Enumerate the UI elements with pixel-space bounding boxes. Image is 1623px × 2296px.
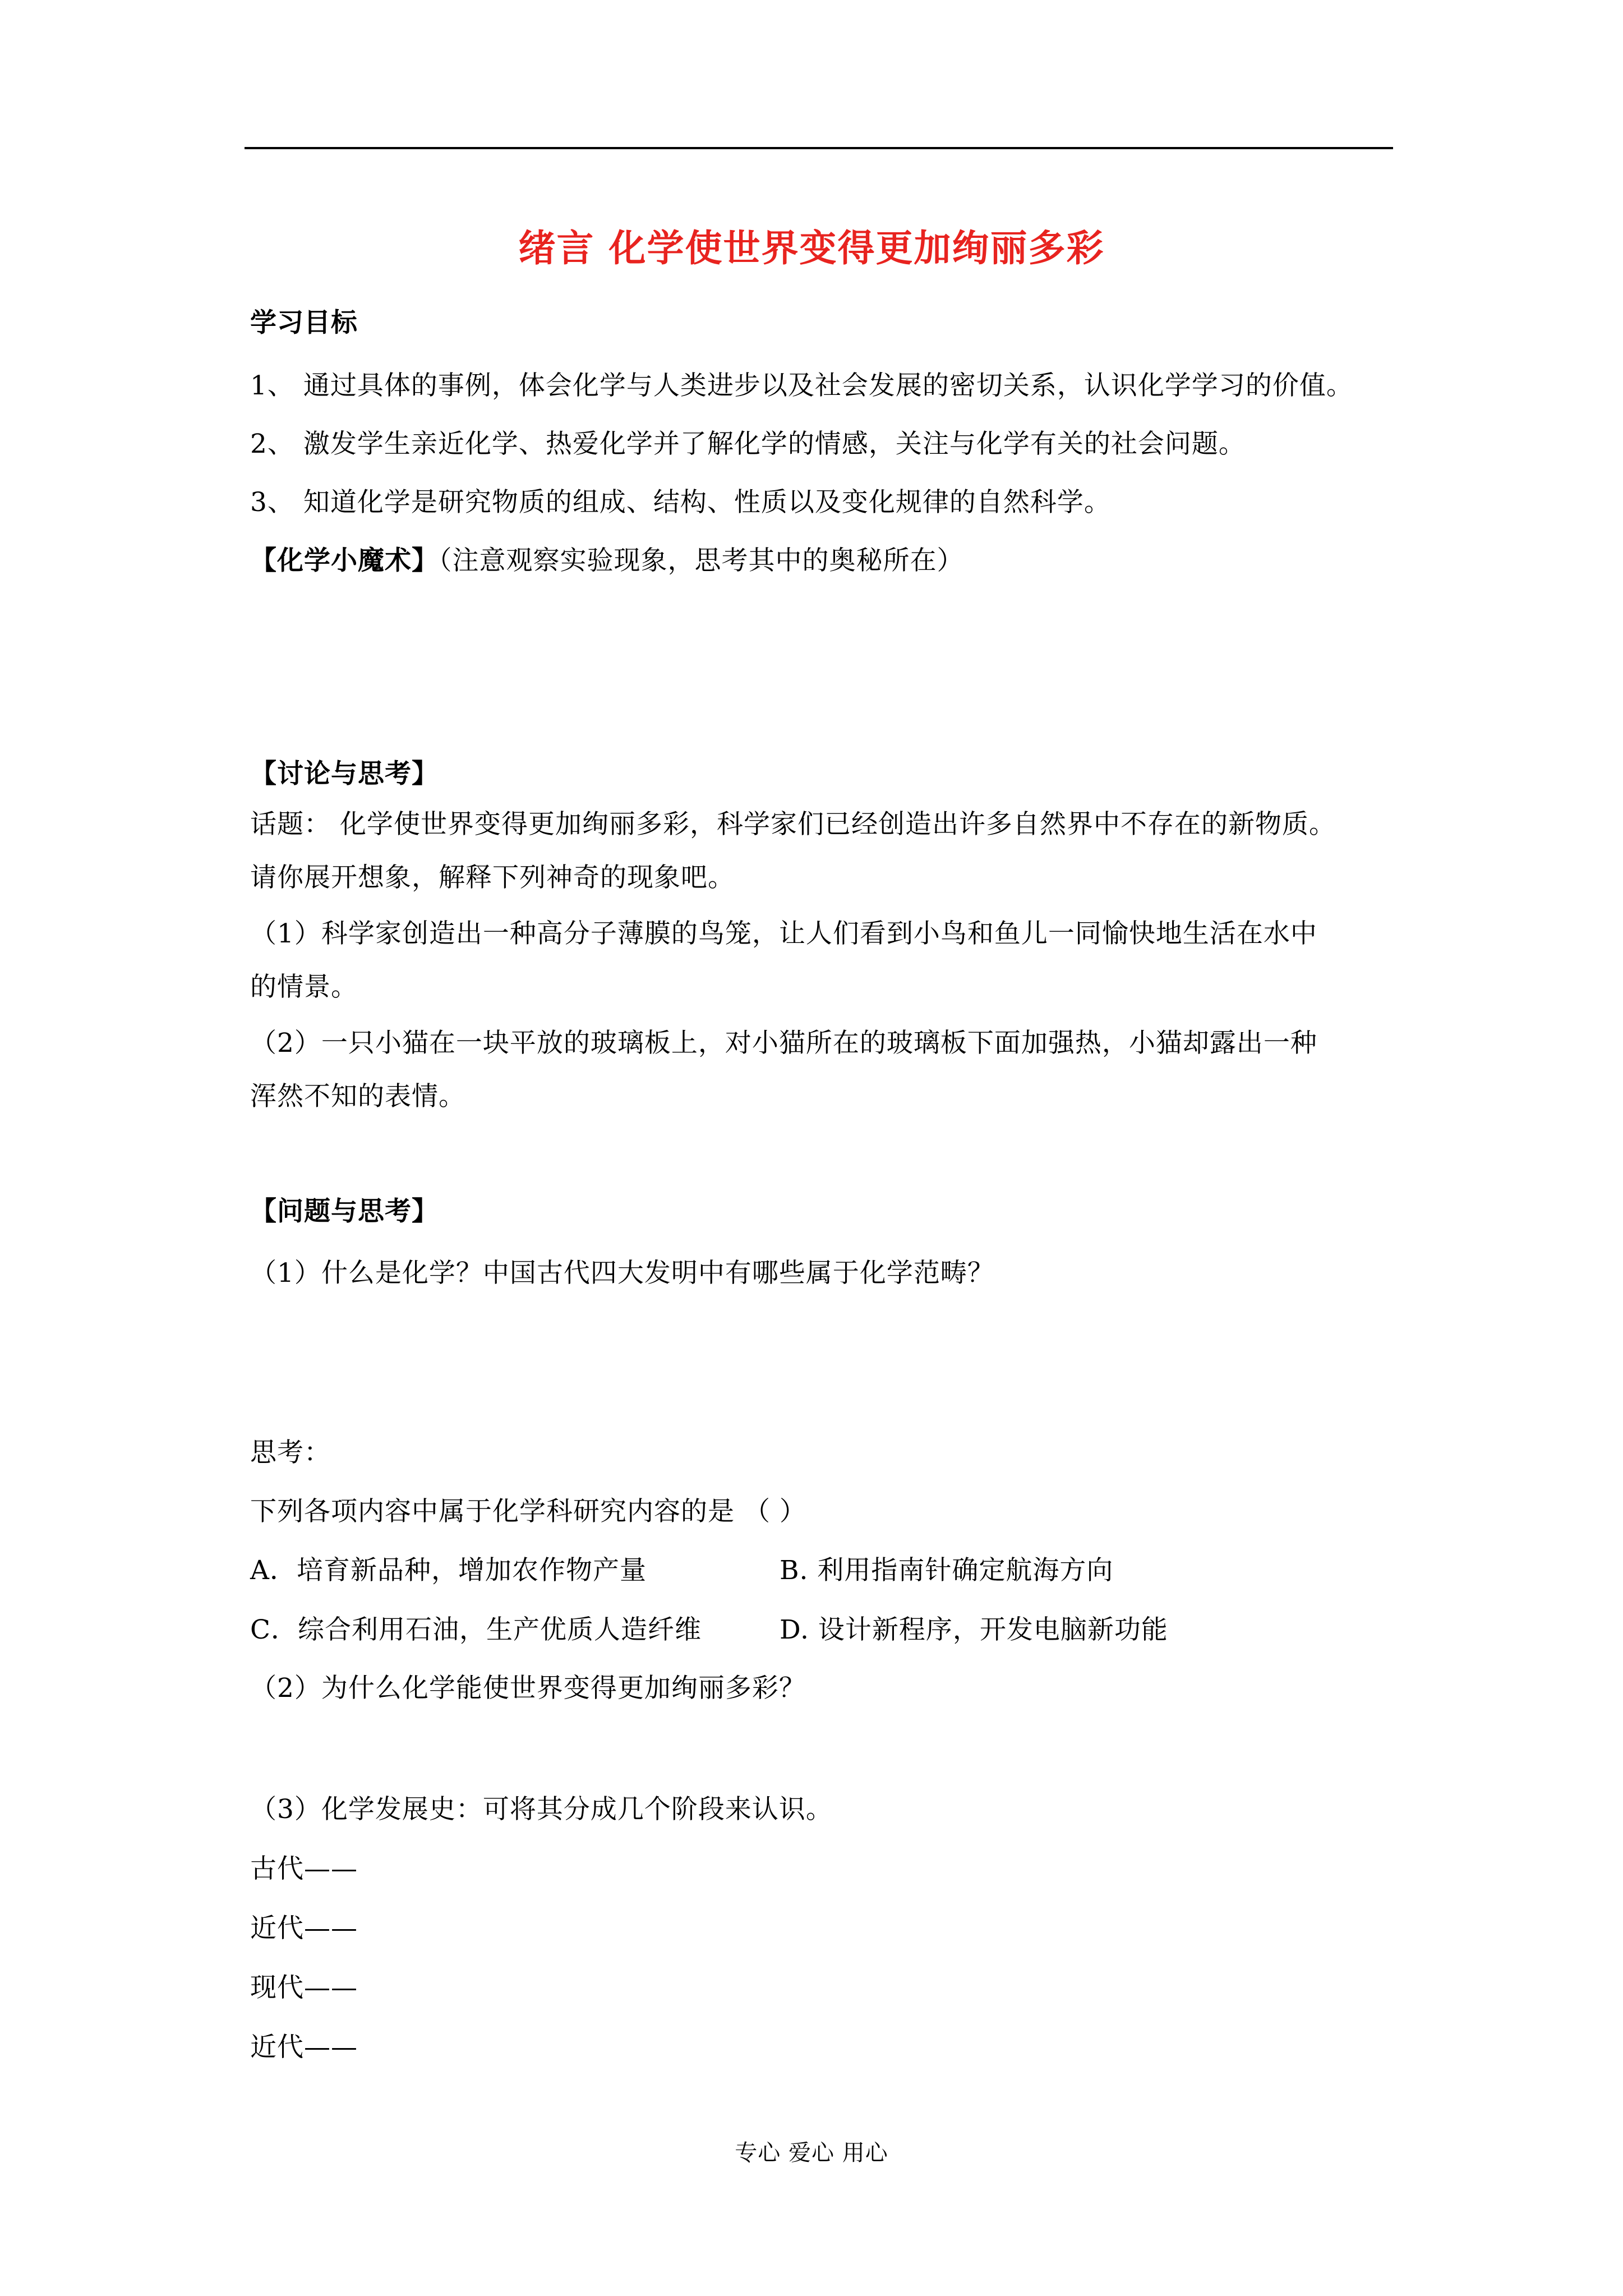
objectives-heading: 学习目标 xyxy=(250,307,358,338)
discussion-heading: 【讨论与思考】 xyxy=(250,758,439,789)
discussion-line: 请你展开想象，解释下列神奇的现象吧。 xyxy=(250,862,735,893)
page-title: 绪言 化学使世界变得更加绚丽多彩 xyxy=(518,226,1105,270)
era-item: 古代—— xyxy=(250,1853,358,1884)
question-2: （2）为什么化学能使世界变得更加绚丽多彩？ xyxy=(250,1673,806,1704)
header-rule xyxy=(245,147,1393,149)
objective-item-3: 3、 知道化学是研究物质的组成、结构、性质以及变化规律的自然科学。 xyxy=(250,487,1111,518)
magic-heading: 【化学小魔术】 xyxy=(250,545,439,576)
objective-item-2: 2、 激发学生亲近化学、热爱化学并了解化学的情感，关注与化学有关的社会问题。 xyxy=(250,429,1246,459)
page-footer: 专心 爱心 用心 xyxy=(735,2140,888,2166)
era-item: 现代—— xyxy=(250,1972,358,2003)
magic-section xyxy=(250,544,964,578)
objective-item-1: 1、 通过具体的事例，体会化学与人类进步以及社会发展的密切关系，认识化学学习的价值。 xyxy=(250,370,1353,401)
era-item: 近代—— xyxy=(250,1913,358,1944)
questions-heading: 【问题与思考】 xyxy=(250,1196,439,1227)
option-b: B. 利用指南针确定航海方向 xyxy=(780,1555,1114,1586)
discussion-line: （1）科学家创造出一种高分子薄膜的鸟笼，让人们看到小鸟和鱼儿一同愉快地生活在水中 xyxy=(250,918,1317,949)
option-c: C．综合利用石油，生产优质人造纤维 xyxy=(250,1614,702,1645)
option-a: A．培育新品种，增加农作物产量 xyxy=(250,1555,647,1586)
think-label: 思考： xyxy=(250,1437,331,1468)
magic-note: （注意观察实验现象，思考其中的奥秘所在） xyxy=(439,545,964,576)
discussion-line: 的情景。 xyxy=(250,972,358,1002)
think-question: 下列各项内容中属于化学科研究内容的是 （ ） xyxy=(250,1496,806,1527)
era-item: 近代—— xyxy=(250,2032,358,2063)
discussion-line: 浑然不知的表情。 xyxy=(250,1081,465,1112)
option-d: D. 设计新程序，开发电脑新功能 xyxy=(780,1614,1168,1645)
discussion-line: （2）一只小猫在一块平放的玻璃板上，对小猫所在的玻璃板下面加强热，小猫却露出一种 xyxy=(250,1028,1317,1059)
discussion-line: 话题： 化学使世界变得更加绚丽多彩，科学家们已经创造出许多自然界中不存在的新物质。 xyxy=(250,809,1336,840)
question-1: （1）什么是化学？中国古代四大发明中有哪些属于化学范畴？ xyxy=(250,1258,994,1289)
question-3: （3）化学发展史：可将其分成几个阶段来认识。 xyxy=(250,1794,833,1825)
